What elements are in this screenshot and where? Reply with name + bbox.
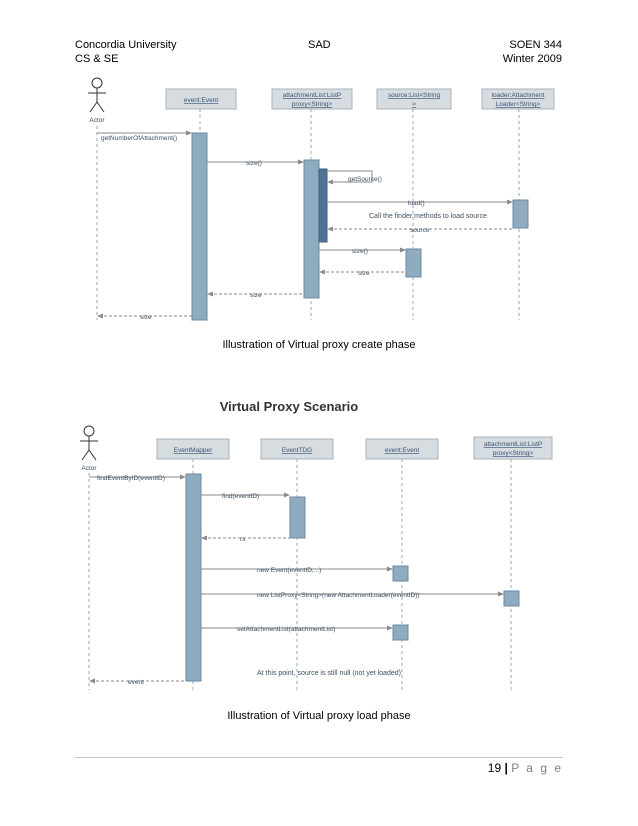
activation-attachment-list-nested [319,169,327,242]
msg-size-2: size() [352,248,368,255]
page-number-value: 19 [487,761,502,775]
activation-event-set [393,625,408,640]
actor-label: Actor [81,465,97,472]
page-number [488,761,563,775]
msg-new-event: new Event(eventID,...) [257,567,322,574]
sequence-diagram-load-phase [0,395,638,700]
header-course-name: SAD [308,39,331,51]
lifeline-source-label-2: > [412,101,416,108]
lifeline-loader-label-2: Loader<String> [495,101,541,108]
activation-loader [513,200,528,228]
activation-event-create [393,566,408,581]
lifeline-event-mapper-label: EventMapper [173,447,213,454]
msg-new-list-proxy: new ListProxy<String>(new AttachmentLoader(eventID)) [257,592,420,599]
lifeline-event-label: event:Event [384,447,420,454]
msg-size-return-3: size [140,314,152,321]
lifeline-event-label: event:Event [183,97,219,104]
msg-source-return: source [410,227,430,234]
diagram-title: Virtual Proxy Scenario [219,399,359,414]
msg-set-attachment-list: setAttachmentList(attachmentList) [237,626,336,633]
msg-find: find(eventID) [222,493,260,500]
lifeline-attachment-list-label-1: attachmentList:ListP [483,441,543,448]
msg-size-1: size() [246,160,262,167]
header-course-code: SOEN 344 [509,39,562,51]
msg-get-source: getSource() [348,176,382,183]
lifeline-loader-label-1: loader:Attachment [491,92,545,99]
footer-divider [75,757,563,758]
activation-list-proxy [504,591,519,606]
lifeline-attachment-list-label-2: proxy<String> [291,101,333,108]
activation-source [406,249,421,277]
actor-icon [88,78,106,112]
lifeline-event-tdg-label: EventTDG [281,447,313,454]
header-term: Winter 2009 [502,53,562,65]
msg-load: load() [408,200,425,207]
msg-size-return-1: size [358,270,370,277]
sequence-diagram-create-phase [0,0,638,330]
msg-get-number-of-attachment: getNumberOfAttachment() [101,135,178,142]
activation-event-tdg [290,497,305,538]
msg-event-return: event [128,679,144,686]
activation-event-mapper [186,474,201,681]
actor-label: Actor [89,117,105,124]
caption-load-phase: Illustration of Virtual proxy load phase [227,710,411,722]
lifeline-source-label-1: source:List<String [387,92,441,99]
note-source-null: At this point, source is still null (not yet loaded) [257,670,401,677]
activation-event [192,133,207,320]
page-word: P a g e [511,761,563,775]
page-number-separator: | [504,761,508,775]
lifeline-attachment-list-label-1: attachmentList:ListP [282,92,342,99]
lifeline-attachment-list-label-2: proxy<String> [492,450,534,457]
actor-icon [80,426,98,460]
activation-attachment-list [304,160,319,298]
msg-size-return-2: size [250,292,262,299]
header-university: Concordia University [75,39,177,51]
caption-create-phase: Illustration of Virtual proxy create phase [222,339,416,351]
note-call-finder: Call the finder methods to load source [369,213,487,220]
msg-rs-return: rs [240,536,246,543]
msg-find-event-by-id: findEventByID(eventID) [97,475,165,482]
header-department: CS & SE [75,53,119,65]
